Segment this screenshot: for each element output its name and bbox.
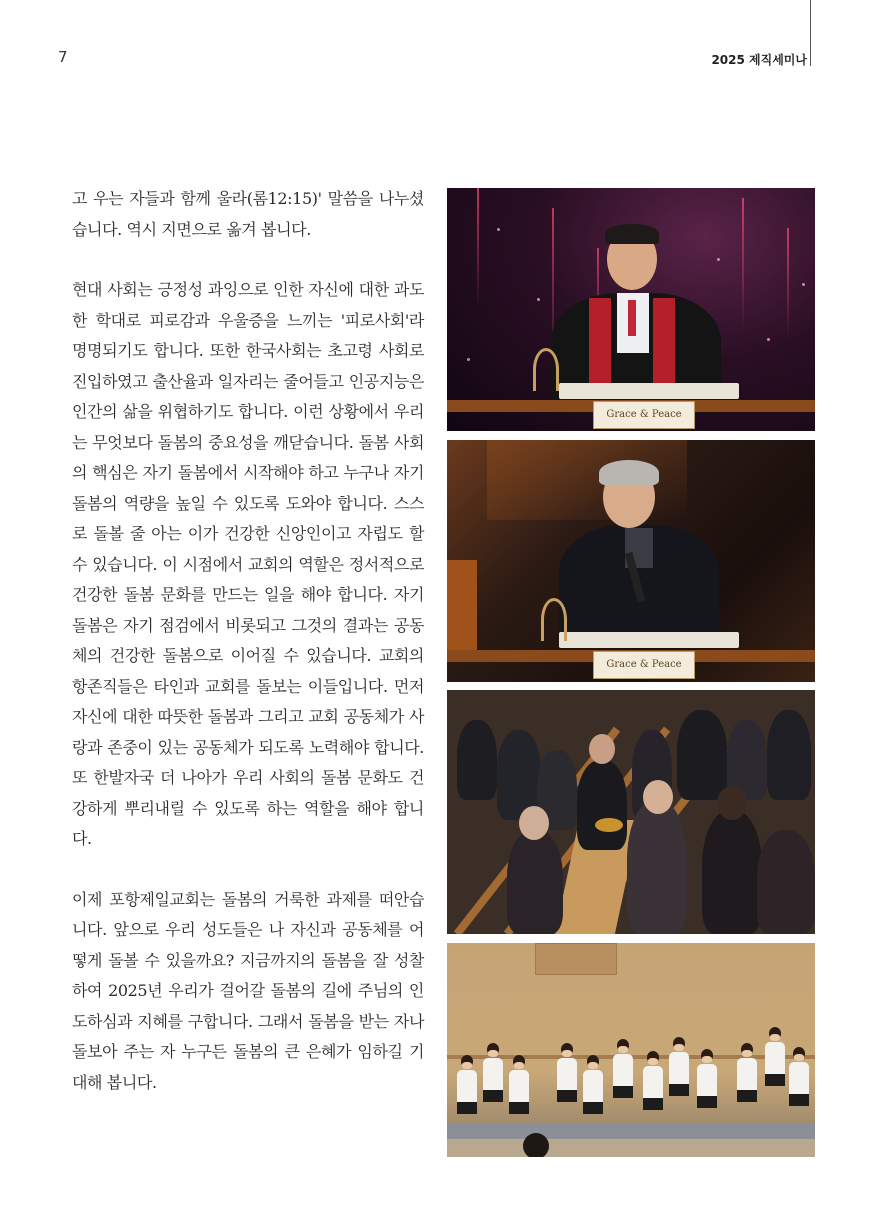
article-body (72, 184, 424, 1128)
page-number: 7 (58, 48, 68, 66)
photo-congregation (447, 690, 815, 934)
photo-pastor-preaching (447, 188, 815, 431)
photo-elder-speaking (447, 440, 815, 682)
paragraph-2: 현대 사회는 긍정성 과잉으로 인한 자신에 대한 과도한 학대로 피로감과 우울증을 느끼는 '피로사회'라 명명되기도 합니다. 또한 한국사회는 초고령 사회로 진입하였고 출산율과 일자리는 줄어들고 인공지능은 인간의 삶을 위협하기도 합니다. 이런 상황에서 우리는 무엇보다 돌봄의 중요성을 깨닫습니다. 돌봄 사회의 핵심은 자기 돌봄에서 시작해야 하고 누구나 자기 돌봄의 역량을 높일 수 있도록 도와야 합니다. 스스로 돌볼 줄 아는 이가 건강한 신앙인이고 자립도 할 수 있습니다. 이 시점에서 교회의 역할은 정서적으로 건강한 돌봄 문화를 만드는 일을 해야 합니다. 자기 돌봄은 자기 점검에서 비롯되고 그것의 결과는 공동체의 건강한 돌봄으로 이어질 수 있습니다. 교회의 항존직들은 타인과 교회를 돌보는 이들입니다. 먼저 자신에 대한 따뜻한 돌봄과 그리고 교회 공동체가 사랑과 존중이 있는 공동체가 되도록 노력해야 합니다. 또 한발자국 더 나아가 우리 사회의 돌봄 문화도 건강하게 뿌리내릴 수 있도록 하는 역할을 해야 합니다. (72, 280, 424, 848)
paragraph-1: 고 우는 자들과 함께 울라(롬12:15)' 말씀을 나누셨습니다. 역시 지면으로 옮겨 봅니다. (72, 189, 424, 239)
header-divider (810, 0, 811, 66)
photo-choir (447, 943, 815, 1157)
podium-sign: Grace & Peace (593, 651, 695, 679)
publication-title: 2025 제직세미나 (711, 53, 807, 67)
podium-sign: Grace & Peace (593, 401, 695, 429)
paragraph-3: 이제 포항제일교회는 돌봄의 거룩한 과제를 떠안습니다. 앞으로 우리 성도들은 나 자신과 공동체를 어떻게 돌볼 수 있을까요? 지금까지의 돌봄을 잘 성찰하여 2025년 우리가 걸어갈 돌봄의 길에 주님의 인도하심과 지혜를 구합니다. 그래서 돌봄을 받는 자나 돌보아 주는 자 누구든 돌봄의 큰 은혜가 임하길 기대해 봅니다. (72, 889, 424, 1092)
